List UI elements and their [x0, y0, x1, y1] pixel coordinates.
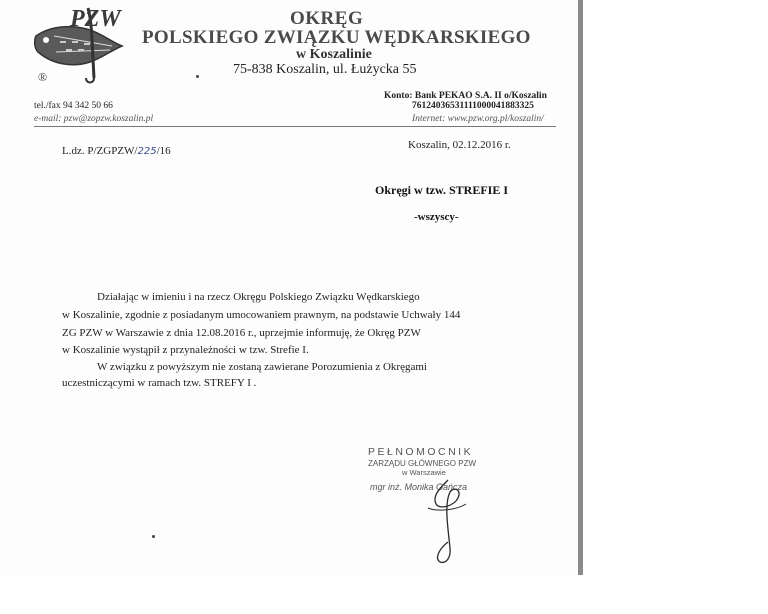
body-line: Działając w imieniu i na rzecz Okręgu Polskiego Związku Wędkarskiego — [97, 291, 420, 303]
page-edge-shadow — [578, 0, 583, 575]
org-address: 75-838 Koszalin, ul. Łużycka 55 — [233, 62, 417, 77]
email-address: e-mail: pzw@zopzw.koszalin.pl — [34, 114, 154, 124]
reference-number-line — [62, 145, 171, 157]
website-address: Internet: www.pzw.org.pl/koszalin/ — [412, 114, 544, 124]
bank-account-number: 76124036531111000041883325 — [412, 101, 534, 111]
handwritten-signature — [418, 478, 478, 568]
registered-mark: ® — [38, 70, 48, 84]
signatory-city: w Warszawie — [402, 468, 446, 477]
logo-lettering: PZW — [70, 6, 121, 32]
reference-handwritten-number: 225 — [137, 146, 157, 157]
scan-speck — [152, 535, 155, 538]
bank-account-label: Konto: Bank PEKAO S.A. II o/Koszalin — [384, 91, 547, 101]
org-heading-line1: OKRĘG — [290, 8, 364, 29]
phone-fax: tel./fax 94 342 50 66 — [34, 101, 113, 111]
header-divider — [34, 126, 556, 127]
reference-prefix: L.dz. P/ZGPZW/ — [62, 145, 138, 157]
signatory-office: ZARZĄDU GŁÓWNEGO PZW — [368, 459, 476, 468]
letter-date: Koszalin, 02.12.2016 r. — [408, 139, 511, 151]
body-line: W związku z powyższym nie zostaną zawierane Porozumienia z Okręgami — [97, 361, 427, 373]
recipient-line2: -wszyscy- — [414, 211, 459, 223]
scan-speck — [196, 75, 199, 78]
org-heading-line2: POLSKIEGO ZWIĄZKU WĘDKARSKIEGO — [142, 27, 531, 48]
recipient-line1: Okręgi w tzw. STREFIE I — [375, 183, 509, 197]
body-line: w Koszalinie wystąpił z przynależności w tzw. Strefie I. — [62, 344, 309, 356]
signatory-title: PEŁNOMOCNIK — [368, 446, 474, 458]
org-heading-line3: w Koszalinie — [296, 47, 372, 62]
reference-year: /16 — [156, 145, 171, 157]
body-line: ZG PZW w Warszawie z dnia 12.08.2016 r., uprzejmie informuję, że Okręg PZW — [62, 327, 421, 339]
signatory-name: mgr inż. Monika Gańcza — [370, 482, 468, 492]
body-line: uczestniczącymi w ramach tzw. STREFY I . — [62, 377, 257, 389]
body-line: w Koszalinie, zgodnie z posiadanym umocowaniem prawnym, na podstawie Uchwały 144 — [62, 309, 461, 321]
